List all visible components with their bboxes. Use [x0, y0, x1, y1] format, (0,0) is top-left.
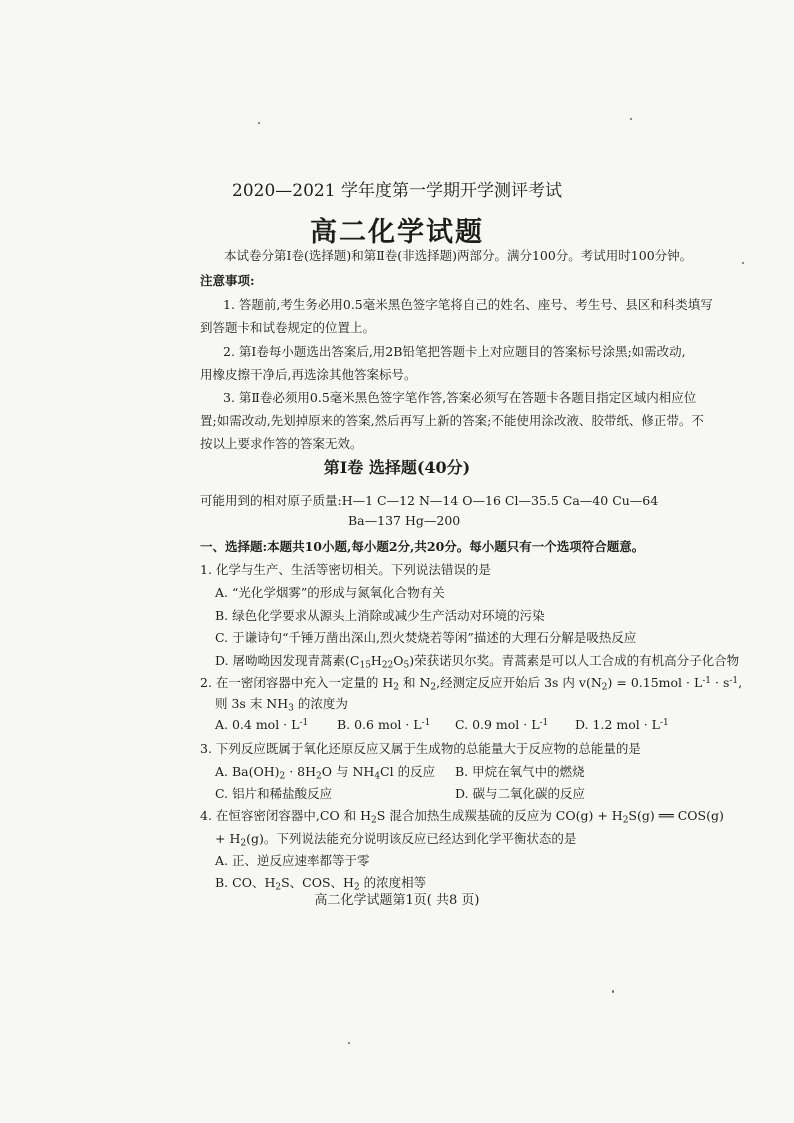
- question-3-option-a: A. $Ba(OH)_2 \cdot 8H_2O$ 与 $NH_4Cl$ 的反应: [215, 764, 436, 782]
- question-1-option-c: C. 于谦诗句“千锤万凿出深山,烈火焚烧若等闲”描述的大理石分解是吸热反应: [215, 630, 637, 645]
- question-2-option-a: A. 0.4 mol · $L^{-1}$: [215, 717, 309, 732]
- note-3-line-3: 按以上要求作答的答案无效。: [200, 436, 363, 451]
- question-2-stem-line-2: 则 3s 末 $NH_3$ 的浓度为: [215, 696, 348, 714]
- question-2-option-d: D. 1.2 mol · $L^{-1}$: [575, 717, 669, 732]
- question-4-option-a: A. 正、逆反应速率都等于零: [215, 853, 370, 868]
- question-1-stem: 1. 化学与生产、生活等密切相关。下列说法错误的是: [200, 562, 491, 577]
- atomic-mass-line-1: 可能用到的相对原子质量:H—1 C—12 N—14 O—16 Cl—35.5 Ca—40 Cu—64: [200, 493, 659, 508]
- note-3-line-2: 置;如需改动,先划掉原来的答案,然后再写上新的答案;不能使用涂改液、胶带纸、修正带。不: [200, 413, 704, 428]
- note-3-line-1: 3. 第Ⅱ卷必须用0.5毫米黑色签字笔作答,答案必须写在答题卡各题目指定区域内相应位: [223, 390, 697, 405]
- note-2-line-2: 用橡皮擦干净后,再选涂其他答案标号。: [200, 367, 417, 382]
- scan-speck: [612, 990, 614, 993]
- scan-speck: [348, 1042, 350, 1044]
- question-4-stem-line-2: + $H_2(g)$。下列说法能充分说明该反应已经达到化学平衡状态的是: [215, 831, 577, 849]
- question-2-option-b: B. 0.6 mol · $L^{-1}$: [337, 717, 431, 732]
- question-1-option-a: A. “光化学烟雾”的形成与氮氧化合物有关: [215, 585, 445, 600]
- note-2-line-1: 2. 第Ⅰ卷每小题选出答案后,用2B铅笔把答题卡上对应题目的答案标号涂黑;如需改动,: [223, 344, 686, 359]
- question-2-stem: 2. 在一密闭容器中充入一定量的 $H_2$ 和 $N_2$,经测定反应开始后 3s 内 $v(N_2) = 0.15mol \cdot L^{-1} \cdot s^{-1}$,: [200, 675, 743, 693]
- question-3-option-b: B. 甲烷在氧气中的燃烧: [455, 764, 585, 779]
- question-4-option-b: B. CO、$H_2S$、COS、$H_2$ 的浓度相等: [215, 875, 427, 893]
- question-3-stem: 3. 下列反应既属于氧化还原反应又属于生成物的总能量大于反应物的总能量的是: [200, 741, 641, 756]
- question-4-stem: 4. 在恒容密闭容器中,CO 和 $H_2S$ 混合加热生成羰基硫的反应为 $CO(g) + H_2S(g)$ ══ COS(g): [200, 808, 724, 826]
- exam-title: 2020—2021 学年度第一学期开学测评考试: [232, 181, 562, 201]
- question-3-option-c: C. 铝片和稀盐酸反应: [215, 786, 333, 801]
- notes-heading: 注意事项:: [200, 273, 255, 288]
- note-1-line-1: 1. 答题前,考生务必用0.5毫米黑色签字笔将自己的姓名、座号、考生号、县区和科类填写: [223, 297, 713, 312]
- note-1-line-2: 到答题卡和试卷规定的位置上。: [200, 320, 376, 335]
- atomic-mass-line-2: Ba—137 Hg—200: [348, 513, 461, 528]
- section-1-title: 第Ⅰ卷 选择题(40分): [323, 458, 471, 477]
- scan-speck: [258, 122, 260, 124]
- question-1-option-d: D. 屠呦呦因发现青蒿素$(C_{15}H_{22}O_5)$荣获诺贝尔奖。青蒿素是可以人工合成的有机高分子化合物: [215, 653, 740, 671]
- subject-title: 高二化学试题: [310, 217, 484, 248]
- page-footer: 高二化学试题第1页( 共8 页): [314, 893, 480, 908]
- scan-speck: [630, 118, 632, 120]
- question-2-option-c: C. 0.9 mol · $L^{-1}$: [455, 717, 549, 732]
- intro-text: 本试卷分第Ⅰ卷(选择题)和第Ⅱ卷(非选择题)两部分。满分100分。考试用时100分钟。: [224, 248, 693, 263]
- question-1-option-b: B. 绿色化学要求从源头上消除或减少生产活动对环境的污染: [215, 608, 545, 623]
- question-3-option-d: D. 碳与二氧化碳的反应: [455, 786, 586, 801]
- section-instruction: 一、选择题:本题共10小题,每小题2分,共20分。每小题只有一个选项符合题意。: [200, 539, 645, 554]
- scan-speck: [742, 262, 744, 264]
